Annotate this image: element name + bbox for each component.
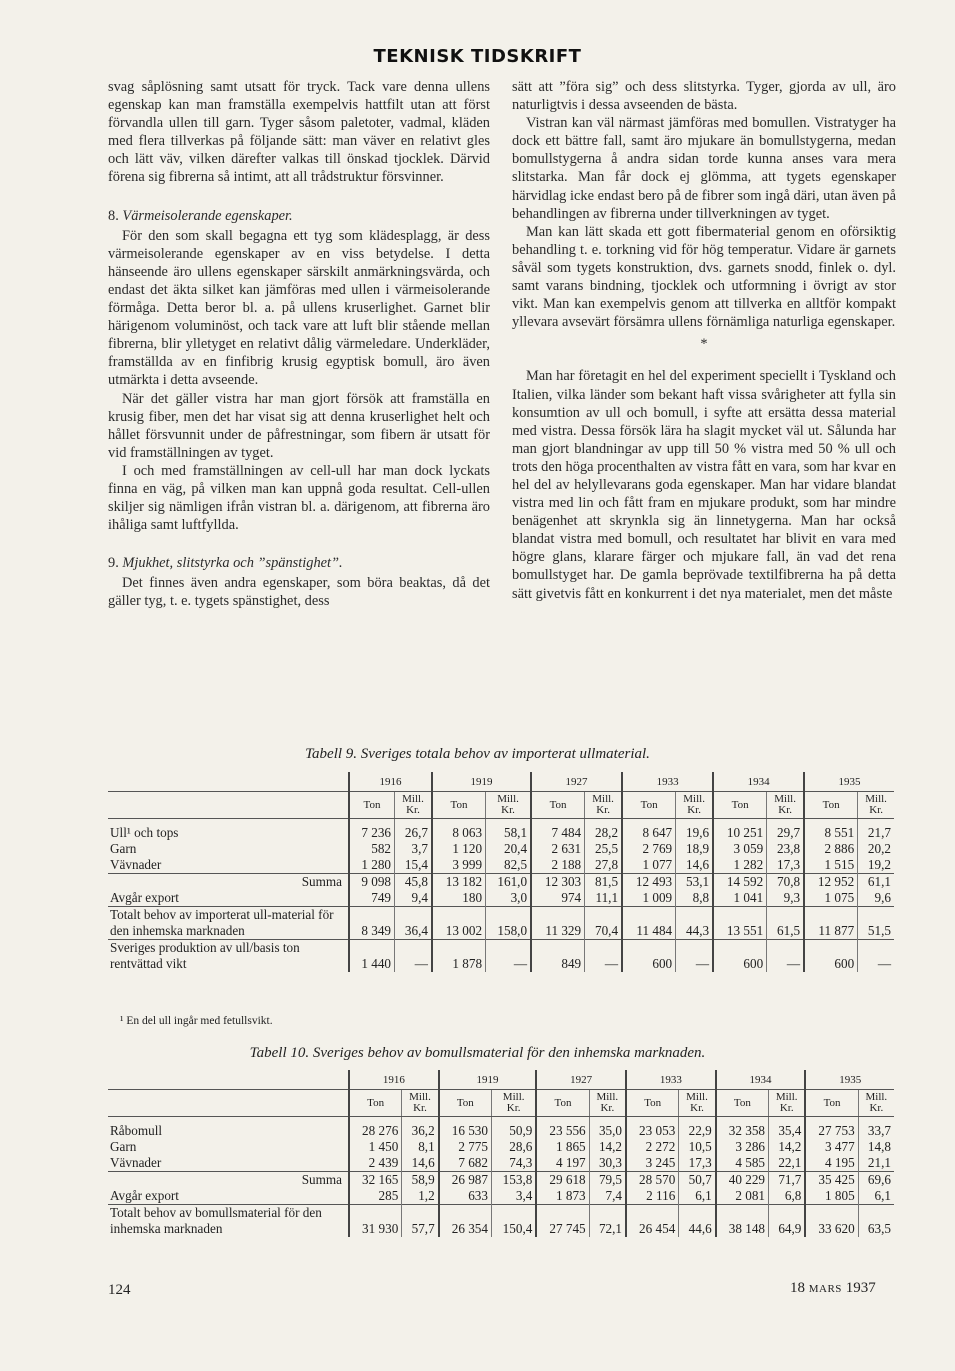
table-row: [108, 1155, 894, 1172]
mill-label: Mill.: [502, 1091, 525, 1103]
cell-ton: 1 873: [536, 1188, 589, 1205]
cell-mill-kr: 57,7: [402, 1205, 439, 1238]
cell-mill-kr: 150,4: [491, 1205, 536, 1238]
cell-mill-kr: 22,1: [769, 1155, 806, 1172]
kr-label: Kr.: [406, 804, 420, 816]
cell-mill-kr: 69,6: [858, 1172, 894, 1189]
cell-ton: 13 182: [432, 874, 486, 891]
year-header: 1916: [349, 772, 432, 792]
mill-label: Mill.: [775, 1091, 798, 1103]
column-header-ton: Ton: [349, 792, 395, 819]
cell-mill-kr: 6,1: [679, 1188, 716, 1205]
cell-ton: 40 229: [716, 1172, 769, 1189]
section-8-number: 8.: [108, 207, 119, 224]
cell-mill-kr: 15,4: [395, 857, 432, 874]
cell-mill-kr: 27,8: [585, 857, 622, 874]
column-header-mill-kr: [769, 1090, 806, 1117]
header-blank: [108, 1070, 349, 1090]
cell-mill-kr: 44,3: [676, 907, 713, 940]
cell-mill-kr: —: [767, 940, 804, 973]
year-header: 1916: [349, 1070, 439, 1090]
table-row: [108, 940, 894, 973]
cell-ton: 12 952: [804, 874, 858, 891]
cell-ton: 1 865: [536, 1139, 589, 1155]
row-label: Summa: [108, 1172, 349, 1189]
cell-mill-kr: —: [858, 940, 894, 973]
column-header-ton: Ton: [716, 1090, 769, 1117]
cell-ton: 3 245: [626, 1155, 679, 1172]
column-header-ton: Ton: [713, 792, 767, 819]
cell-ton: 633: [439, 1188, 492, 1205]
mill-label: Mill.: [596, 1091, 619, 1103]
journal-header: TEKNISK TIDSKRIFT: [373, 46, 582, 67]
table-10-title: Tabell 10. Sveriges behov av bomullsmaterial för den inhemska marknaden.: [249, 1045, 706, 1061]
cell-ton: 28 276: [349, 1117, 402, 1140]
row-label: Totalt behov av importerat ull-material för den inhemska marknaden: [108, 907, 349, 940]
cell-mill-kr: 158,0: [486, 907, 532, 940]
cell-ton: 32 165: [349, 1172, 402, 1189]
year-header: 1935: [804, 772, 894, 792]
mill-label: Mill.: [592, 793, 614, 805]
cell-mill-kr: 21,7: [858, 819, 894, 842]
kr-label: Kr.: [600, 1102, 615, 1114]
cell-ton: 7 484: [531, 819, 585, 842]
cell-ton: 8 349: [349, 907, 395, 940]
section-separator-star: *: [700, 336, 708, 353]
cell-mill-kr: —: [676, 940, 713, 973]
right-paragraph-4: Man har företagit en hel del experiment speciellt i Tyskland och Italien, vilka länder som bekant haft vissa svårigheter att fylla sin konsumtion av ull och bomull, i syfte att ersätta dessa material med vistra. Dessa försök lära ha slagit mycket väl ut. Sålunda har man gjort blandningar av upp till 50 % vistra med 50 % ull och trots den höga procenthalten av vistra fått en vara, som har kvar en hel del av helyllevarans goda egenskaper. Man har vidare blandat vistra med lin och fått fram en mjukare produkt, som har mindre benägenhet att skrynkla sig än linnetygerna. Man har också blandat vistra med bomull, och resultatet har blivit en vara med högre glans, klarare färger och mjukare fall, än vad det rena bomullstyget har. De gamla beprövade textilfibrerna ha på detta sätt givetvis fått en konkurrent i det nya materialet, men det måste: [512, 368, 897, 602]
cell-mill-kr: 9,3: [767, 890, 804, 907]
table-9-footnote: ¹ En del ull ingår med fetullsvikt.: [120, 1015, 273, 1027]
cell-ton: 1 805: [805, 1188, 858, 1205]
table-row: [108, 907, 894, 940]
cell-mill-kr: 51,5: [858, 907, 894, 940]
cell-ton: 1 075: [804, 890, 858, 907]
cell-mill-kr: 53,1: [676, 874, 713, 891]
cell-ton: 974: [531, 890, 585, 907]
cell-ton: 26 354: [439, 1205, 492, 1238]
column-header-mill-kr: [858, 1090, 894, 1117]
cell-mill-kr: 33,7: [858, 1117, 894, 1140]
cell-ton: 1 280: [349, 857, 395, 874]
column-header-mill-kr: [589, 1090, 626, 1117]
cell-ton: 8 647: [622, 819, 676, 842]
cell-ton: 2 272: [626, 1139, 679, 1155]
cell-ton: 32 358: [716, 1117, 769, 1140]
column-header-ton: Ton: [536, 1090, 589, 1117]
cell-mill-kr: 14,2: [769, 1139, 806, 1155]
column-header-mill-kr: [486, 792, 532, 819]
kr-label: Kr.: [506, 1102, 521, 1114]
section-8-title: Värmeisolerande egenskaper.: [122, 207, 293, 224]
cell-ton: 2 631: [531, 841, 585, 857]
cell-mill-kr: 58,1: [486, 819, 532, 842]
left-paragraph-1: svag såplösning samt utsatt för tryck. Tack vare denna ullens egenskap kan man framställa exempelvis hattfilt utan att först förvandla ullen till garn. Tyger såsom paletoter, vadmal, kläden med flera tillverkas på följande sätt: man väver en relativt gles och lätt väv, vilken därefter valkas till önskad tjocklek. Därvid förena sig fibrerna så intimt, att all trådstruktur försvinner.: [108, 79, 490, 186]
cell-mill-kr: 17,3: [679, 1155, 716, 1172]
row-label: Råbomull: [110, 1123, 163, 1138]
left-paragraph-2: För den som skall begagna ett tyg som klädesplagg, är dess värmeisolerande egenskaper av en viss betydelse. I detta hänseende äro ullens egenskaper särskilt anmärkningsvärda, och endast det äkta silket kan jämföras med ullen i värmeisolerande förmåga. Detta beror bl. a. på ullens kruserlighet. Garnet blir härigenom voluminöst, och tack vare att luft blir stående mellan fibrerna, blir ylletyget en relativt dålig värmeledare. Underkläder, framställda av en finfibrig krusig egyptisk bomull, äro även utmärkta i detta avseende.: [108, 227, 490, 389]
cell-ton: 1 450: [349, 1139, 402, 1155]
row-label: Vävnader: [110, 1155, 162, 1170]
kr-label: Kr.: [501, 804, 515, 816]
cell-ton: 2 439: [349, 1155, 402, 1172]
row-label: Avgår export: [110, 1188, 179, 1203]
cell-mill-kr: 50,7: [679, 1172, 716, 1189]
mill-label: Mill.: [497, 793, 519, 805]
cell-ton: 1 282: [713, 857, 767, 874]
cell-mill-kr: 17,3: [767, 857, 804, 874]
cell-mill-kr: 36,2: [402, 1117, 439, 1140]
table-row: [108, 1188, 894, 1205]
left-paragraph-4: I och med framställningen av cell-ull har man dock lyckats finna en väg, på vilken man kan uppnå goda resultat. Cell-ullen skiljer sig nämligen ifrån vistran bl. a. därigenom, att fibrerna äro ihåliga samt luftfyllda.: [108, 462, 490, 534]
cell-mill-kr: 71,7: [769, 1172, 806, 1189]
year-header: 1919: [432, 772, 531, 792]
cell-mill-kr: 50,9: [491, 1117, 536, 1140]
cell-mill-kr: 8,1: [402, 1139, 439, 1155]
column-header-ton: Ton: [622, 792, 676, 819]
column-header-mill-kr: [491, 1090, 536, 1117]
cell-mill-kr: 9,4: [395, 890, 432, 907]
cell-mill-kr: 30,3: [589, 1155, 626, 1172]
cell-ton: 13 551: [713, 907, 767, 940]
kr-label: Kr.: [778, 804, 792, 816]
row-label: Garn: [110, 841, 137, 856]
cell-mill-kr: 3,4: [491, 1188, 536, 1205]
cell-mill-kr: 36,4: [395, 907, 432, 940]
cell-mill-kr: 82,5: [486, 857, 532, 874]
cell-ton: 16 530: [439, 1117, 492, 1140]
cell-mill-kr: 18,9: [676, 841, 713, 857]
issue-date: [790, 1280, 876, 1297]
year-header: 1933: [626, 1070, 716, 1090]
row-label: Garn: [110, 1139, 137, 1154]
cell-mill-kr: 74,3: [491, 1155, 536, 1172]
subheader-blank: [108, 792, 349, 819]
cell-ton: 27 745: [536, 1205, 589, 1238]
cell-ton: 11 329: [531, 907, 585, 940]
year-header: 1919: [439, 1070, 537, 1090]
cell-ton: 4 197: [536, 1155, 589, 1172]
column-header-ton: Ton: [531, 792, 585, 819]
year-header: 1934: [716, 1070, 806, 1090]
column-header-mill-kr: [402, 1090, 439, 1117]
cell-ton: 35 425: [805, 1172, 858, 1189]
cell-mill-kr: 19,2: [858, 857, 894, 874]
cell-ton: 3 059: [713, 841, 767, 857]
cell-ton: 33 620: [805, 1205, 858, 1238]
cell-ton: 600: [713, 940, 767, 973]
cell-ton: 1 009: [622, 890, 676, 907]
cell-ton: 749: [349, 890, 395, 907]
cell-ton: 12 493: [622, 874, 676, 891]
cell-ton: 600: [804, 940, 858, 973]
kr-label: Kr.: [869, 1102, 884, 1114]
left-column: [108, 78, 490, 611]
cell-mill-kr: 70,8: [767, 874, 804, 891]
cell-ton: 4 585: [716, 1155, 769, 1172]
right-paragraph-2: Vistran kan väl närmast jämföras med bomullen. Vistratyger ha dock ett bättre fall, samt äro mjukare än bomullstygerna, medan bomullstygerna å andra sidan torde kunna anses vara mera slitstarka. Man får dock ej glömma, att tygets egenskaper härvidlag icke endast bero på de fibrer som ingå däri, utan även på behandlingen av fibrerna under tillverkningen av tyget.: [512, 115, 896, 222]
left-paragraph-5: Det finnes även andra egenskaper, som böra beaktas, då det gäller tyg, t. e. tygets spänstighet, dess: [108, 575, 490, 610]
cell-mill-kr: —: [395, 940, 432, 973]
row-label: Sveriges produktion av ull/basis ton rentvättad vikt: [108, 940, 349, 973]
cell-ton: 13 002: [432, 907, 486, 940]
right-paragraph-1: sätt att ”föra sig” och dess slitstyrka. Tyger, gjorda av ull, äro naturligtvis i dessa avseenden de bästa.: [512, 79, 896, 114]
cell-ton: 285: [349, 1188, 402, 1205]
year-header: 1935: [805, 1070, 894, 1090]
table-row: [108, 890, 894, 907]
cell-ton: 9 098: [349, 874, 395, 891]
cell-mill-kr: 61,5: [767, 907, 804, 940]
cell-ton: 2 116: [626, 1188, 679, 1205]
cell-ton: 3 999: [432, 857, 486, 874]
column-header-ton: Ton: [805, 1090, 858, 1117]
cell-ton: 849: [531, 940, 585, 973]
section-9-title: Mjukhet, slitstyrka och ”spänstighet”.: [122, 555, 343, 572]
cell-ton: 582: [349, 841, 395, 857]
cell-mill-kr: 79,5: [589, 1172, 626, 1189]
cell-mill-kr: 3,0: [486, 890, 532, 907]
section-9-number: 9.: [108, 555, 119, 572]
issue-date-day: 18: [790, 1280, 805, 1296]
mill-label: Mill.: [865, 1091, 888, 1103]
cell-mill-kr: 7,4: [589, 1188, 626, 1205]
cell-ton: 8 551: [804, 819, 858, 842]
table-9-title: Tabell 9. Sveriges totala behov av importerat ullmaterial.: [305, 746, 650, 762]
table-row: [108, 1139, 894, 1155]
cell-mill-kr: 19,6: [676, 819, 713, 842]
mill-label: Mill.: [774, 793, 796, 805]
column-header-mill-kr: [679, 1090, 716, 1117]
cell-ton: 1 878: [432, 940, 486, 973]
table-row: [108, 841, 894, 857]
cell-mill-kr: 81,5: [585, 874, 622, 891]
kr-label: Kr.: [596, 804, 610, 816]
table-row: [108, 1172, 894, 1189]
cell-ton: 1 120: [432, 841, 486, 857]
mill-label: Mill.: [683, 793, 705, 805]
issue-date-month: MARS: [808, 1283, 842, 1295]
cell-mill-kr: 11,1: [585, 890, 622, 907]
cell-ton: 23 053: [626, 1117, 679, 1140]
kr-label: Kr.: [779, 1102, 794, 1114]
cell-ton: 2 769: [622, 841, 676, 857]
cell-mill-kr: 21,1: [858, 1155, 894, 1172]
mill-label: Mill.: [402, 793, 424, 805]
table-row: [108, 1205, 894, 1238]
issue-date-year: 1937: [845, 1280, 876, 1296]
header-blank: [108, 772, 349, 792]
right-paragraph-3: Man kan lätt skada ett gott fibermaterial genom en oförsiktig behandling t. e. torkning vid för hög temperatur. Vidare är garnets såväl som tygets konstruktion, dvs. garnets snodd, finlek o. dyl. samt varans bindning, tjocklek och utformning i övrigt av stor vikt. Man kan exempelvis genom att tillverka en alltför kompakt yllevara avsevärt försämra ullens förnämliga naturliga egenskaper.: [512, 223, 896, 331]
cell-ton: 7 682: [439, 1155, 492, 1172]
cell-ton: 7 236: [349, 819, 395, 842]
cell-ton: 2 886: [804, 841, 858, 857]
cell-mill-kr: 25,5: [585, 841, 622, 857]
cell-ton: 10 251: [713, 819, 767, 842]
row-label: Avgår export: [110, 890, 179, 905]
cell-mill-kr: 1,2: [402, 1188, 439, 1205]
cell-ton: 2 081: [716, 1188, 769, 1205]
kr-label: Kr.: [869, 804, 883, 816]
kr-label: Kr.: [690, 1102, 704, 1114]
cell-ton: 1 440: [349, 940, 395, 973]
cell-ton: 31 930: [349, 1205, 402, 1238]
column-header-ton: Ton: [432, 792, 486, 819]
section-9-heading: [108, 554, 490, 572]
column-header-ton: Ton: [349, 1090, 402, 1117]
table-row: [108, 1117, 894, 1140]
column-header-mill-kr: [858, 792, 894, 819]
cell-mill-kr: 72,1: [589, 1205, 626, 1238]
mill-label: Mill.: [409, 1091, 431, 1103]
cell-mill-kr: 23,8: [767, 841, 804, 857]
cell-mill-kr: 14,2: [589, 1139, 626, 1155]
cell-mill-kr: 61,1: [858, 874, 894, 891]
column-header-ton: Ton: [804, 792, 858, 819]
cell-ton: 14 592: [713, 874, 767, 891]
cell-mill-kr: 14,6: [676, 857, 713, 874]
table-9: [108, 772, 894, 972]
column-header-mill-kr: [395, 792, 432, 819]
column-header-mill-kr: [585, 792, 622, 819]
left-paragraph-3: När det gäller vistra har man gjort försök att framställa en krusig fiber, men det har visat sig att denna kruserlighet helt och hållet försvunnit under de påfrestningar, som fibern är utsatt för vid framställningen av tyget.: [108, 390, 490, 461]
table-10: [108, 1070, 894, 1237]
cell-ton: 2 188: [531, 857, 585, 874]
right-column: [512, 78, 896, 603]
cell-ton: 1 077: [622, 857, 676, 874]
cell-ton: 11 877: [804, 907, 858, 940]
kr-label: Kr.: [687, 804, 701, 816]
cell-ton: 4 195: [805, 1155, 858, 1172]
cell-mill-kr: 9,6: [858, 890, 894, 907]
year-header: 1933: [622, 772, 713, 792]
cell-mill-kr: 153,8: [491, 1172, 536, 1189]
cell-ton: 8 063: [432, 819, 486, 842]
year-header: 1927: [536, 1070, 626, 1090]
cell-mill-kr: 63,5: [858, 1205, 894, 1238]
cell-mill-kr: 45,8: [395, 874, 432, 891]
cell-ton: 38 148: [716, 1205, 769, 1238]
subheader-blank: [108, 1090, 349, 1117]
cell-mill-kr: 14,8: [858, 1139, 894, 1155]
cell-mill-kr: —: [486, 940, 532, 973]
cell-mill-kr: 10,5: [679, 1139, 716, 1155]
cell-ton: 180: [432, 890, 486, 907]
cell-mill-kr: 28,2: [585, 819, 622, 842]
cell-mill-kr: 35,4: [769, 1117, 806, 1140]
row-label: Totalt behov av bomullsmaterial för den inhemska marknaden: [108, 1205, 349, 1238]
page-number: 124: [108, 1282, 131, 1298]
column-header-mill-kr: [767, 792, 804, 819]
cell-mill-kr: 28,6: [491, 1139, 536, 1155]
column-header-ton: Ton: [626, 1090, 679, 1117]
row-label: Ull¹ och tops: [110, 825, 179, 840]
cell-ton: 600: [622, 940, 676, 973]
cell-ton: 3 286: [716, 1139, 769, 1155]
table-row: [108, 819, 894, 842]
cell-mill-kr: 161,0: [486, 874, 532, 891]
kr-label: Kr.: [413, 1102, 427, 1114]
cell-mill-kr: 70,4: [585, 907, 622, 940]
mill-label: Mill.: [686, 1091, 708, 1103]
mill-label: Mill.: [865, 793, 887, 805]
table-row: [108, 857, 894, 874]
year-header: 1927: [531, 772, 622, 792]
cell-ton: 1 041: [713, 890, 767, 907]
cell-mill-kr: —: [585, 940, 622, 973]
cell-mill-kr: 35,0: [589, 1117, 626, 1140]
cell-mill-kr: 44,6: [679, 1205, 716, 1238]
column-header-ton: Ton: [439, 1090, 492, 1117]
row-label: Summa: [108, 874, 349, 891]
cell-ton: 26 454: [626, 1205, 679, 1238]
cell-ton: 29 618: [536, 1172, 589, 1189]
cell-mill-kr: 22,9: [679, 1117, 716, 1140]
cell-mill-kr: 6,8: [769, 1188, 806, 1205]
year-header: 1934: [713, 772, 804, 792]
cell-ton: 2 775: [439, 1139, 492, 1155]
cell-ton: 26 987: [439, 1172, 492, 1189]
cell-mill-kr: 26,7: [395, 819, 432, 842]
row-label: Vävnader: [110, 857, 162, 872]
cell-mill-kr: 3,7: [395, 841, 432, 857]
cell-ton: 1 515: [804, 857, 858, 874]
column-header-mill-kr: [676, 792, 713, 819]
cell-mill-kr: 6,1: [858, 1188, 894, 1205]
cell-mill-kr: 14,6: [402, 1155, 439, 1172]
cell-ton: 3 477: [805, 1139, 858, 1155]
table-row: [108, 874, 894, 891]
section-8-heading: [108, 207, 490, 225]
cell-mill-kr: 29,7: [767, 819, 804, 842]
cell-ton: 27 753: [805, 1117, 858, 1140]
cell-ton: 11 484: [622, 907, 676, 940]
cell-mill-kr: 58,9: [402, 1172, 439, 1189]
cell-mill-kr: 8,8: [676, 890, 713, 907]
cell-ton: 23 556: [536, 1117, 589, 1140]
cell-mill-kr: 20,2: [858, 841, 894, 857]
cell-ton: 12 303: [531, 874, 585, 891]
cell-mill-kr: 20,4: [486, 841, 532, 857]
cell-ton: 28 570: [626, 1172, 679, 1189]
cell-mill-kr: 64,9: [769, 1205, 806, 1238]
